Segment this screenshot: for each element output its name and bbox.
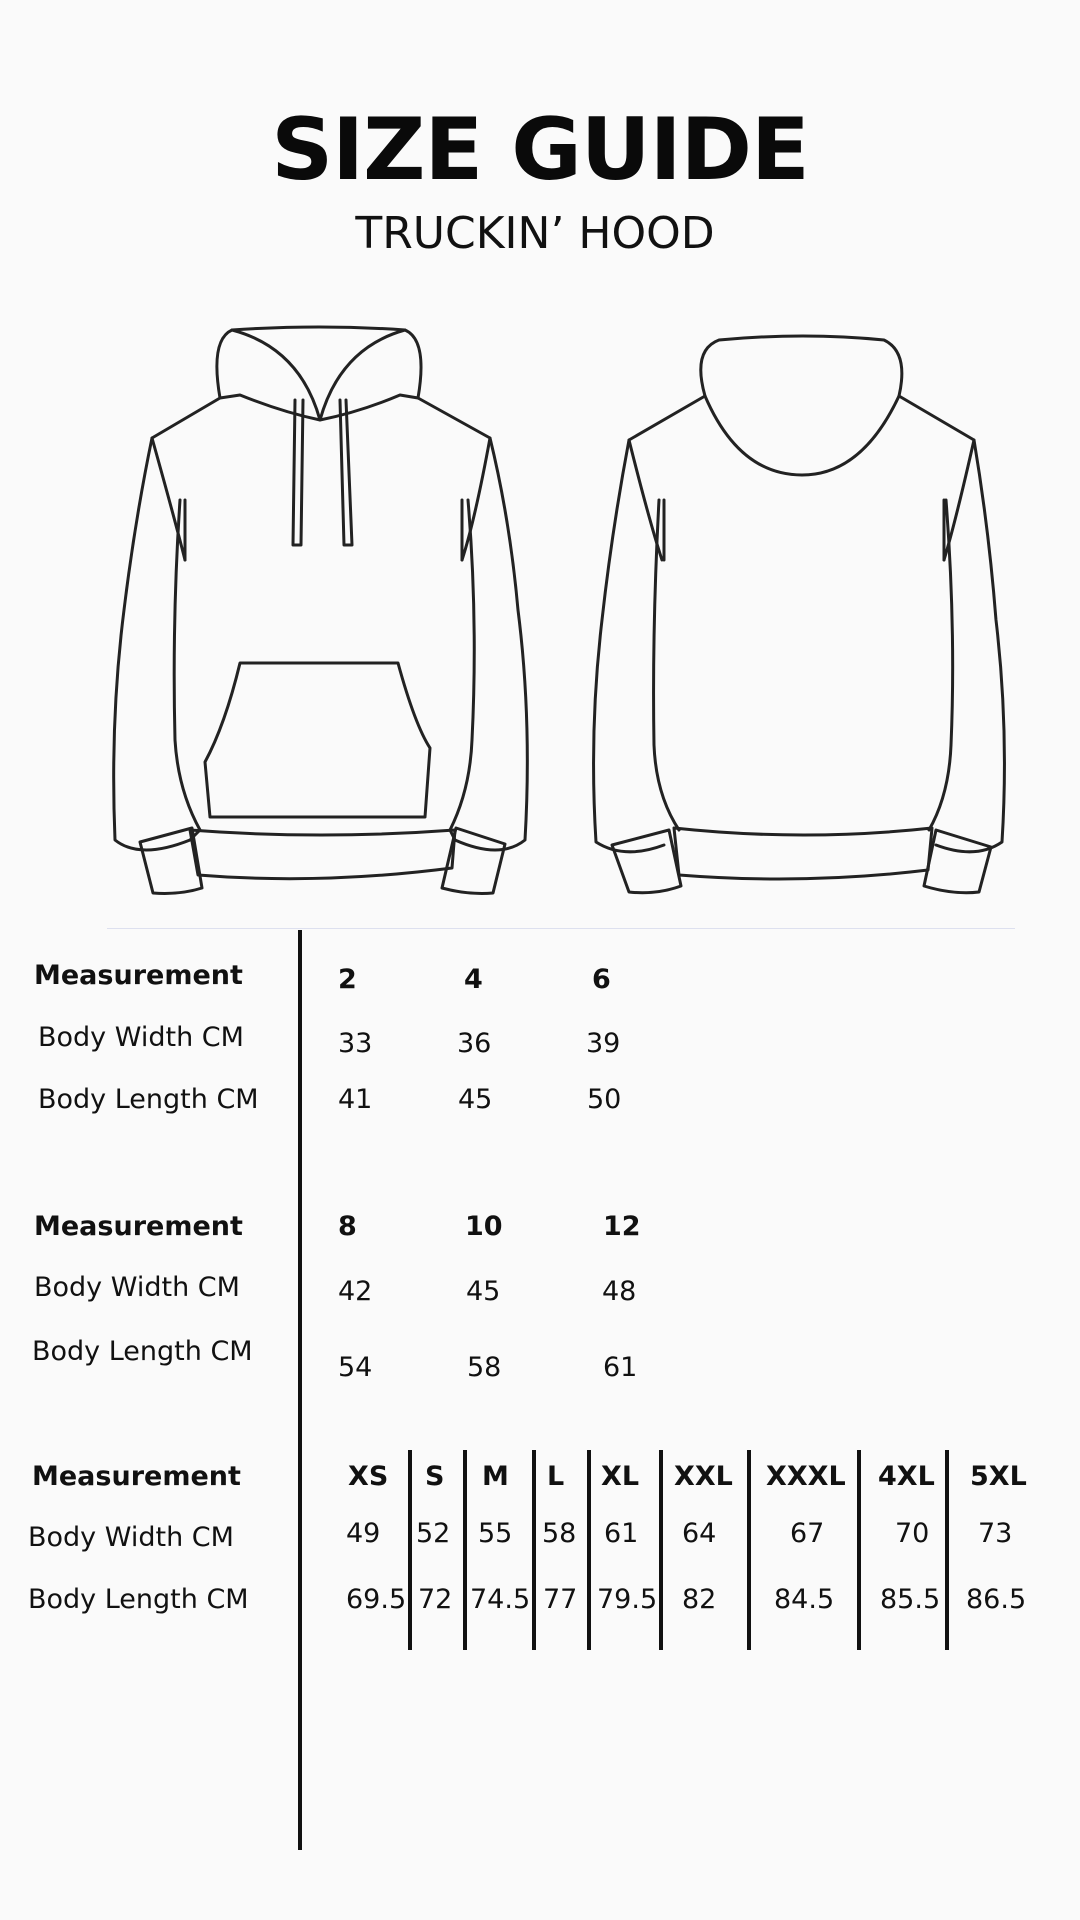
cell-value: 45 — [458, 1084, 493, 1115]
row-label-body-width: Body Width CM — [34, 1272, 240, 1303]
table-header-label: Measurement — [34, 1211, 243, 1242]
cell-value: 86.5 — [966, 1584, 1027, 1615]
cell-value: 69.5 — [346, 1584, 407, 1615]
size-header: XS — [348, 1461, 389, 1492]
cell-value: 52 — [416, 1518, 451, 1549]
row-label-body-length: Body Length CM — [32, 1336, 253, 1367]
cell-value: 72 — [418, 1584, 453, 1615]
cell-value: 33 — [338, 1028, 373, 1059]
cell-value: 36 — [457, 1028, 492, 1059]
column-separator — [747, 1450, 751, 1650]
cell-value: 41 — [338, 1084, 373, 1115]
table-header-label: Measurement — [32, 1461, 241, 1492]
cell-value: 54 — [338, 1352, 373, 1383]
hoodie-front-image — [100, 320, 540, 900]
cell-value: 58 — [467, 1352, 502, 1383]
size-header: 4XL — [878, 1461, 935, 1492]
column-separator — [659, 1450, 663, 1650]
cell-value: 82 — [682, 1584, 717, 1615]
column-separator — [945, 1450, 949, 1650]
cell-value: 58 — [542, 1518, 577, 1549]
column-separator — [857, 1450, 861, 1650]
cell-value: 85.5 — [880, 1584, 941, 1615]
cell-value: 49 — [346, 1518, 381, 1549]
cell-value: 61 — [604, 1518, 639, 1549]
size-header: S — [425, 1461, 445, 1492]
column-separator — [587, 1450, 591, 1650]
size-header: L — [547, 1461, 565, 1492]
row-label-body-width: Body Width CM — [38, 1022, 244, 1053]
row-label-body-width: Body Width CM — [28, 1522, 234, 1553]
cell-value: 74.5 — [470, 1584, 531, 1615]
size-header: 5XL — [970, 1461, 1027, 1492]
cell-value: 50 — [587, 1084, 622, 1115]
cell-value: 77 — [543, 1584, 578, 1615]
size-header: 6 — [592, 964, 611, 995]
cell-value: 39 — [586, 1028, 621, 1059]
cell-value: 79.5 — [597, 1584, 658, 1615]
cell-value: 42 — [338, 1276, 373, 1307]
size-header: XXL — [674, 1461, 733, 1492]
column-divider — [298, 930, 302, 1850]
size-header: 10 — [465, 1211, 503, 1242]
size-header: 12 — [603, 1211, 641, 1242]
column-separator — [463, 1450, 467, 1650]
product-name: TRUCKIN’ HOOD — [355, 208, 715, 259]
cell-value: 67 — [790, 1518, 825, 1549]
cell-value: 61 — [603, 1352, 638, 1383]
row-label-body-length: Body Length CM — [28, 1584, 249, 1615]
page-title: SIZE GUIDE — [271, 100, 809, 200]
size-header: XL — [601, 1461, 640, 1492]
size-header: XXXL — [766, 1461, 846, 1492]
divider — [107, 928, 1015, 929]
cell-value: 55 — [478, 1518, 513, 1549]
size-header: 4 — [464, 964, 483, 995]
size-header: M — [482, 1461, 509, 1492]
hoodie-back-image — [584, 330, 1024, 900]
column-separator — [408, 1450, 412, 1650]
cell-value: 70 — [895, 1518, 930, 1549]
cell-value: 73 — [978, 1518, 1013, 1549]
size-header: 2 — [338, 964, 357, 995]
column-separator — [532, 1450, 536, 1650]
cell-value: 64 — [682, 1518, 717, 1549]
table-header-label: Measurement — [34, 960, 243, 991]
size-header: 8 — [338, 1211, 357, 1242]
row-label-body-length: Body Length CM — [38, 1084, 259, 1115]
cell-value: 84.5 — [774, 1584, 835, 1615]
cell-value: 45 — [466, 1276, 501, 1307]
cell-value: 48 — [602, 1276, 637, 1307]
